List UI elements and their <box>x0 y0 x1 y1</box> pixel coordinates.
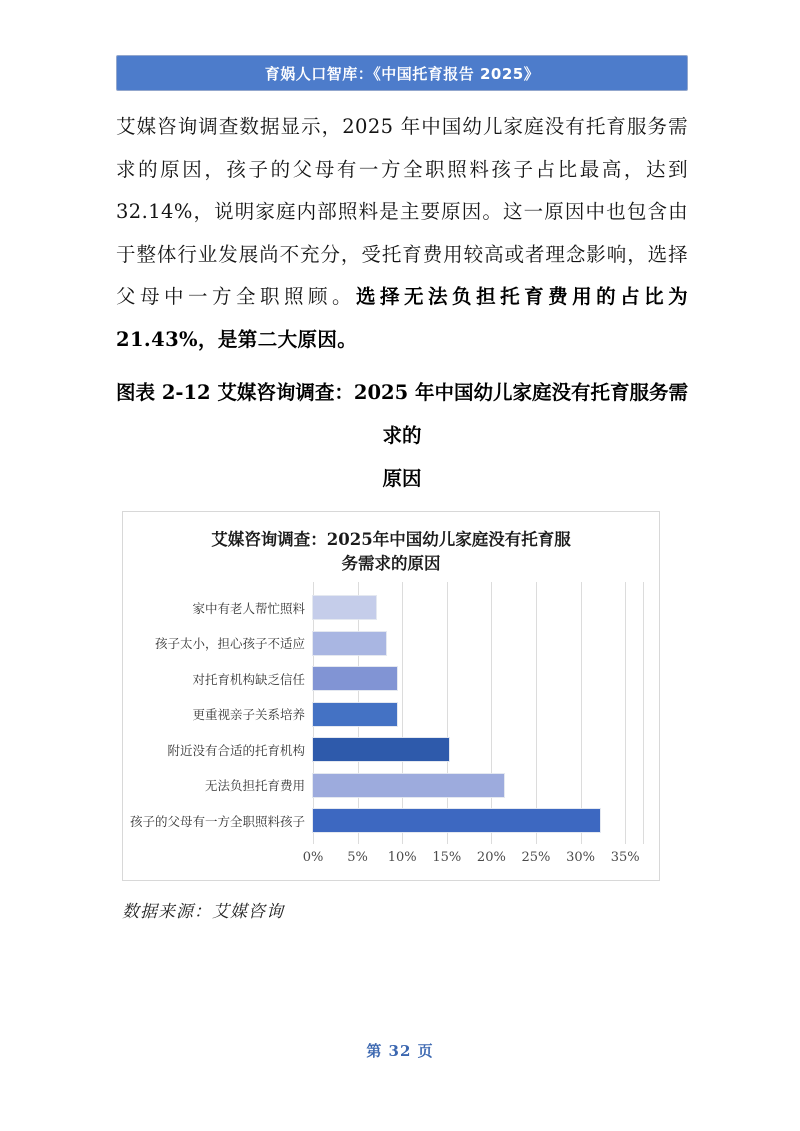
chart-rows-wrap <box>123 590 659 839</box>
bar <box>313 703 397 726</box>
bar-track <box>313 738 643 761</box>
category-label: 附近没有合适的托育机构 <box>167 742 305 758</box>
chart-row <box>123 803 659 839</box>
bar-track <box>313 632 643 655</box>
category-label: 更重视亲子关系培养 <box>192 707 305 723</box>
bar-chart <box>122 511 660 881</box>
chart-row <box>123 626 659 662</box>
bar <box>313 738 449 761</box>
bar <box>313 667 397 690</box>
bar <box>313 809 600 832</box>
report-header-banner <box>116 55 688 91</box>
chart-row <box>123 697 659 733</box>
x-tick-label: 5% <box>347 849 368 865</box>
x-tick-label: 20% <box>476 849 506 865</box>
bar <box>313 632 386 655</box>
chart-row <box>123 732 659 768</box>
x-tick-label: 30% <box>566 849 596 865</box>
chart-title-line2: 务需求的原因 <box>341 554 441 573</box>
figure-caption-line2: 原因 <box>382 467 422 490</box>
x-tick-label: 35% <box>610 849 640 865</box>
bar <box>313 774 504 797</box>
chart-row <box>123 768 659 804</box>
category-label: 对托育机构缺乏信任 <box>192 671 305 687</box>
chart-row <box>123 661 659 697</box>
x-tick-label: 10% <box>387 849 417 865</box>
category-label: 家中有老人帮忙照料 <box>192 600 305 616</box>
x-tick-label: 15% <box>432 849 462 865</box>
bar-track <box>313 667 643 690</box>
paragraph-bold-text: 选择无法负担托育费用的占比为 21.43%，是第二大原因。 <box>116 285 688 351</box>
data-source-note: 数据来源：艾媒咨询 <box>122 902 284 922</box>
bar-track <box>313 809 643 832</box>
bar-track <box>313 774 643 797</box>
chart-rows <box>123 590 659 839</box>
category-label: 孩子太小，担心孩子不适应 <box>154 636 305 652</box>
bar <box>313 596 376 619</box>
chart-title <box>123 528 659 576</box>
x-tick-label: 0% <box>302 849 324 865</box>
chart-title-line1: 艾媒咨询调查：2025年中国幼儿家庭没有托育服 <box>211 530 571 549</box>
figure-caption <box>116 371 688 500</box>
report-header-title: 育娲人口智库：《中国托育报告 2025》 <box>264 64 540 83</box>
paragraph-normal-text: 艾媒咨询调查数据显示，2025 年中国幼儿家庭没有托育服务需求的原因，孩子的父母有一方全职照料孩子占比最高，达到 32.14%，说明家庭内部照料是主要原因。这一原因中也包含由于整体行业发展尚不充分，受托育费用较高或者理念影响，选择父母中一方全职照顾。 <box>116 115 688 308</box>
figure-caption-line1: 图表 2-12 艾媒咨询调查：2025 年中国幼儿家庭没有托育服务需求的 <box>116 381 688 447</box>
x-tick-label: 25% <box>521 849 551 865</box>
category-label: 无法负担托育费用 <box>204 778 305 794</box>
category-label: 孩子的父母有一方全职照料孩子 <box>129 813 305 829</box>
page-number: 第 32 页 <box>366 1042 434 1060</box>
body-paragraph <box>116 106 688 361</box>
chart-row <box>123 590 659 626</box>
bar-track <box>313 596 643 619</box>
chart-x-axis <box>302 844 643 872</box>
bar-track <box>313 703 643 726</box>
chart-plot-area <box>123 590 659 872</box>
